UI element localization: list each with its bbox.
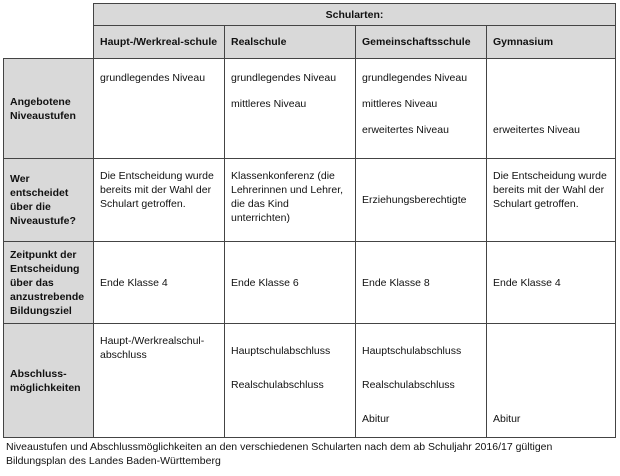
table-row (4, 242, 616, 324)
table-cell (225, 324, 356, 438)
table-cell (487, 59, 616, 159)
table-cell (225, 159, 356, 242)
cell-line: Klassenkonferenz (die Lehrerinnen und Lehrer, die das Kind unterrichten) (231, 170, 344, 224)
cell-line: Ende Klasse 4 (493, 276, 561, 289)
cell-line: grundlegendes Niveau (231, 72, 337, 84)
cell-line: Haupt-/Werkrealschul-abschluss (100, 335, 205, 361)
table-cell (94, 242, 225, 324)
table-row (4, 159, 616, 242)
cell-line: Die Entscheidung wurde bereits mit der Wahl der Schulart getroffen. (493, 170, 607, 210)
row-header-niveaustufen: Angebotene Niveaustufen (4, 59, 94, 159)
table-cell (94, 324, 225, 438)
cell-line: mittleres Niveau (362, 98, 438, 110)
cell-line: Ende Klasse 4 (100, 276, 168, 289)
table-cell (487, 242, 616, 324)
cell-line: erweitertes Niveau (362, 124, 449, 136)
table-cell (356, 59, 487, 159)
row-header-abschlussmoeglichkeiten: Abschluss-möglichkeiten (4, 324, 94, 438)
cell-line: Abitur (493, 413, 521, 425)
table-cell (487, 159, 616, 242)
group-header: Schularten: (94, 4, 616, 26)
column-header-gemeinschaftsschule: Gemeinschaftsschule (356, 26, 487, 59)
cell-line: Ende Klasse 8 (362, 276, 430, 289)
table-cell (94, 59, 225, 159)
table-cell (356, 324, 487, 438)
cell-line: grundlegendes Niveau (100, 72, 206, 84)
group-header-row (4, 4, 616, 26)
cell-line: Realschulabschluss (231, 379, 324, 391)
corner-cell (4, 26, 94, 59)
corner-cell (4, 4, 94, 26)
cell-line: Die Entscheidung wurde bereits mit der Wahl der Schulart getroffen. (100, 170, 214, 210)
table-cell (356, 159, 487, 242)
schularten-table (3, 3, 616, 438)
row-header-zeitpunkt: Zeitpunkt der Entscheidung über das anzustrebende Bildungsziel (4, 242, 94, 324)
column-header-gymnasium: Gymnasium (487, 26, 616, 59)
table-cell (225, 59, 356, 159)
cell-line: Abitur (362, 413, 390, 425)
table-row (4, 59, 616, 159)
cell-line: grundlegendes Niveau (362, 72, 468, 84)
table-cell (356, 242, 487, 324)
table-row (4, 324, 616, 438)
cell-line: erweitertes Niveau (493, 124, 580, 136)
column-header-haupt-werkrealschule: Haupt-/Werkreal-schule (94, 26, 225, 59)
table-cell (225, 242, 356, 324)
column-header-row (4, 26, 616, 59)
cell-line: Hauptschulabschluss (362, 345, 462, 357)
column-header-realschule: Realschule (225, 26, 356, 59)
cell-line: Realschulabschluss (362, 379, 455, 391)
table-cell (94, 159, 225, 242)
table-cell (487, 324, 616, 438)
cell-line: Ende Klasse 6 (231, 276, 299, 289)
row-header-wer-entscheidet: Wer entscheidet über die Niveaustufe? (4, 159, 94, 242)
cell-line: mittleres Niveau (231, 98, 307, 110)
cell-line: Erziehungsberechtigte (362, 194, 467, 206)
cell-line: Hauptschulabschluss (231, 345, 331, 357)
table-caption: Niveaustufen und Abschlussmöglichkeiten an den verschiedenen Schularten nach dem ab Schuljahr 2016/17 gültigen Bildungsplan des Landes Baden-Württemberg (6, 441, 553, 467)
